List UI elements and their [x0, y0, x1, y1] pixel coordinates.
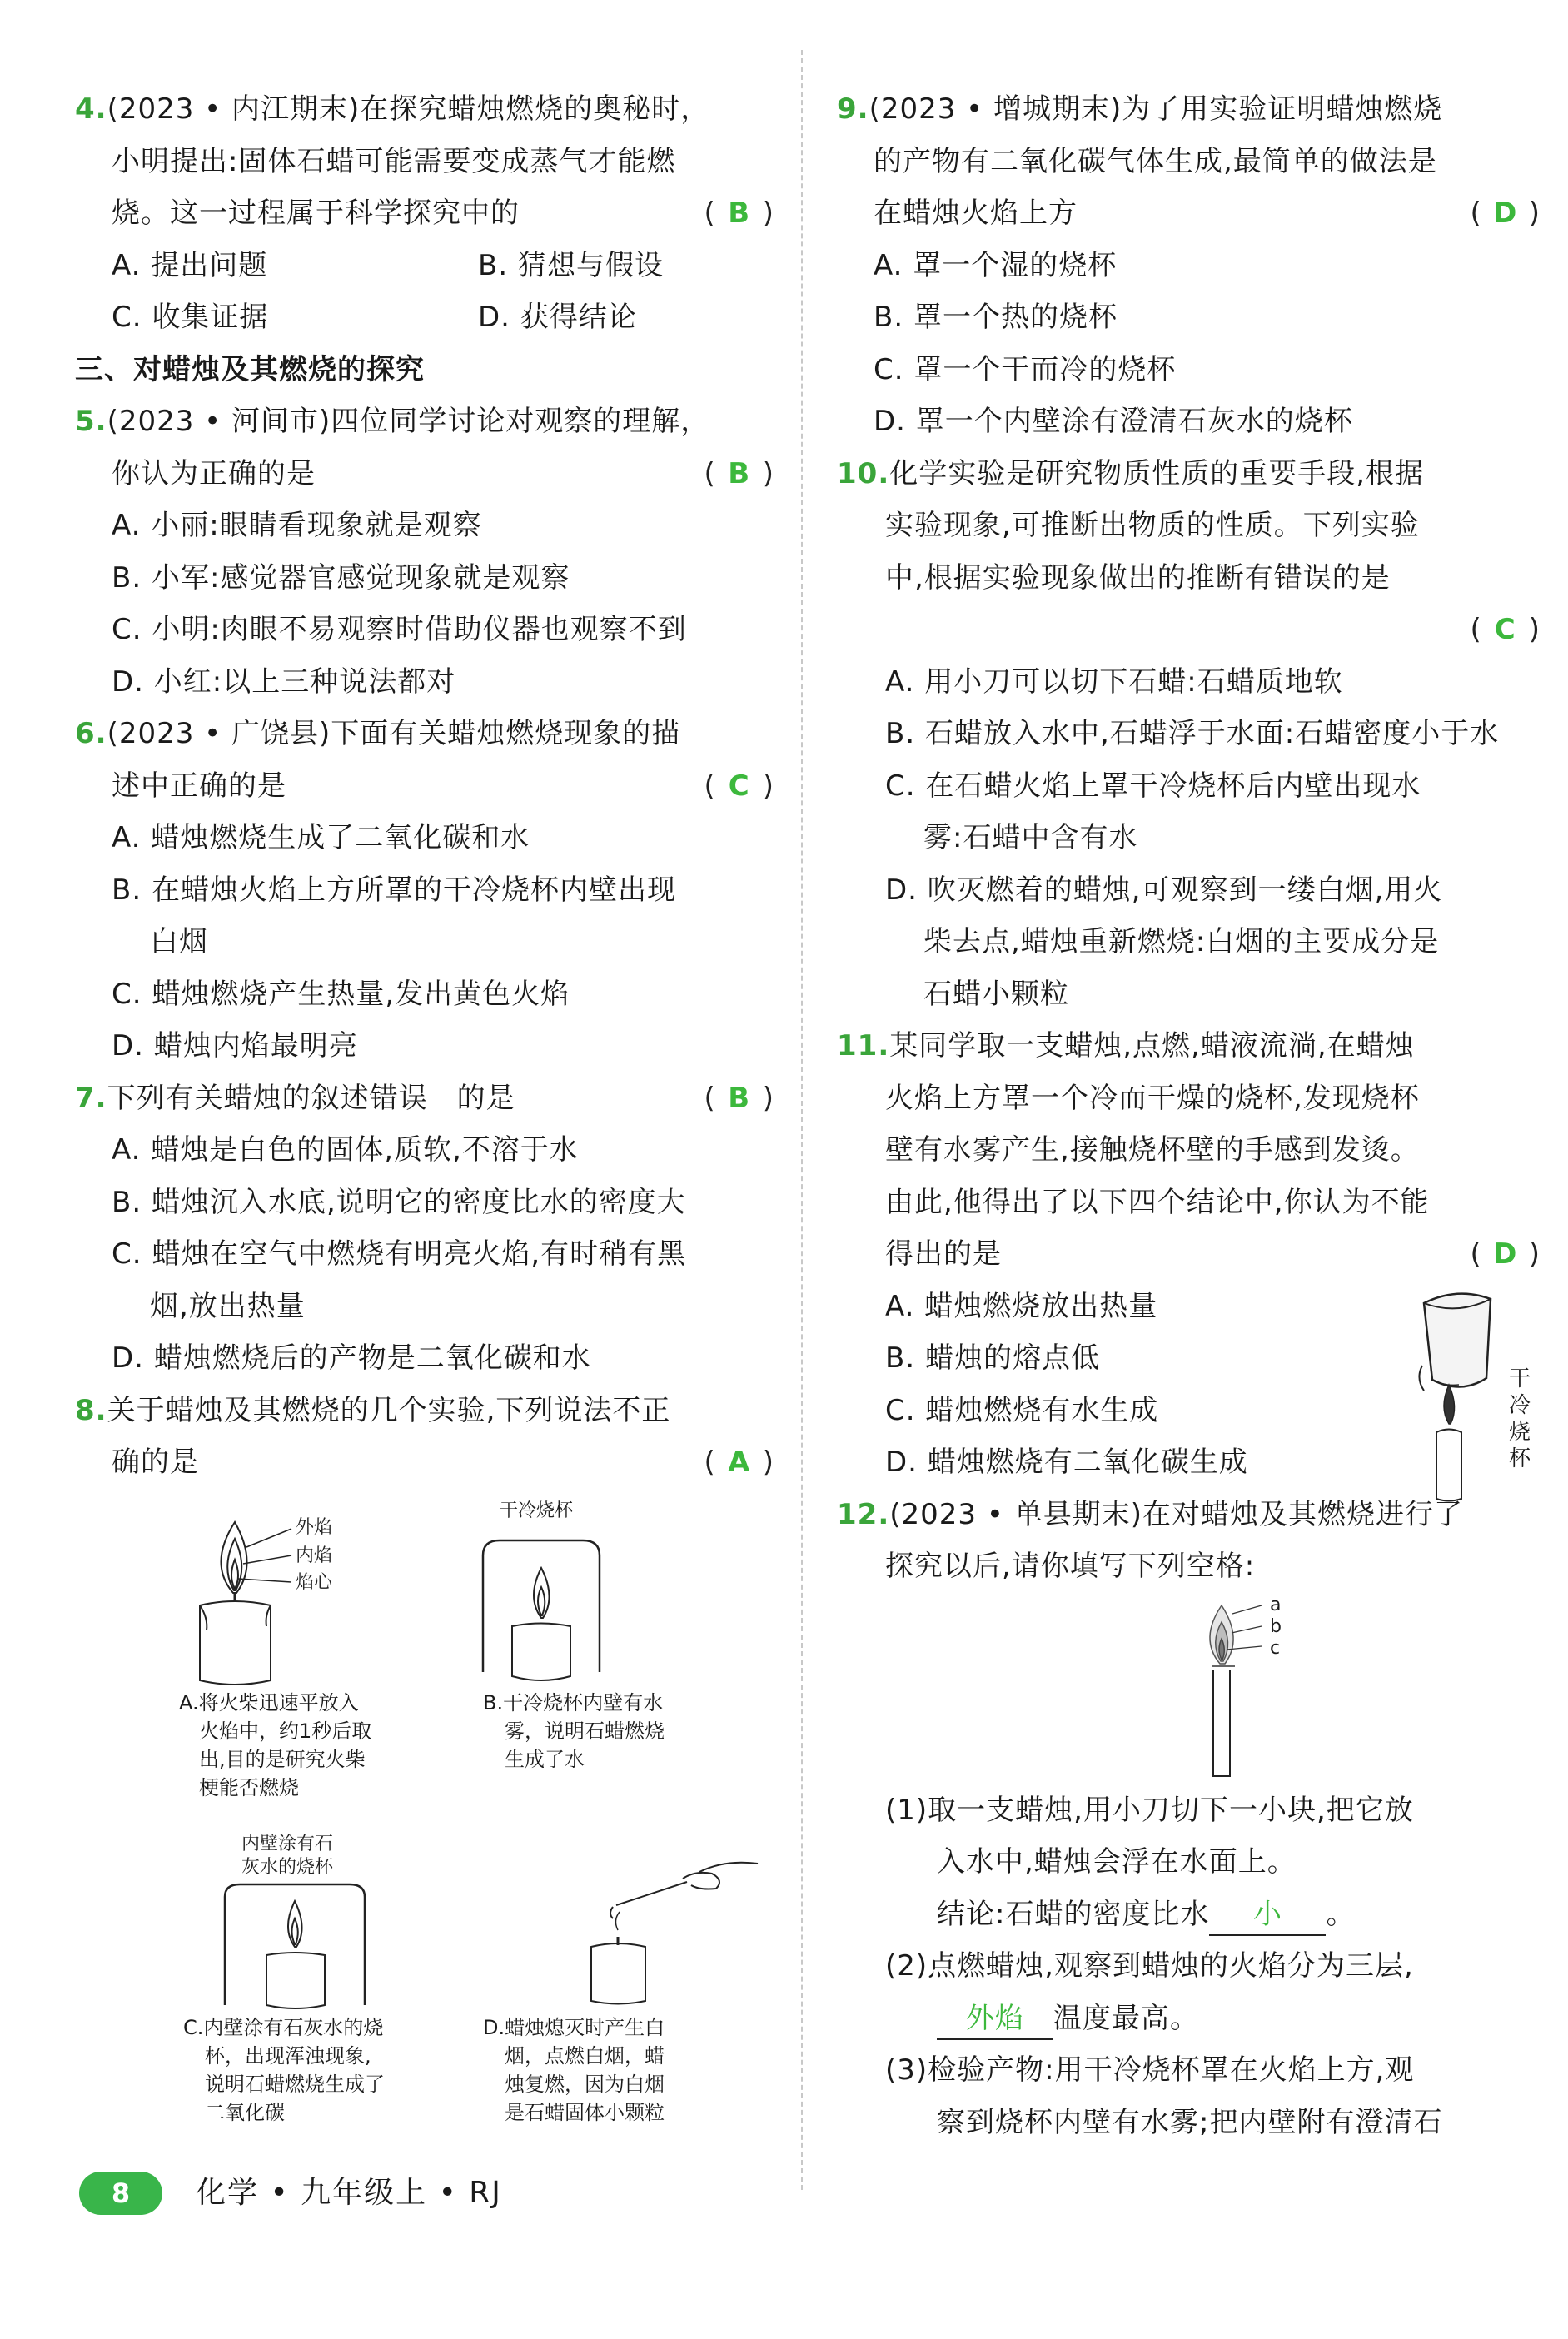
beaker-over-candle-icon [466, 1522, 633, 1689]
options-row [75, 291, 774, 344]
question-text: 探究以后,请你填写下列空格: [885, 1550, 1256, 1583]
question-number: 12. [837, 1497, 890, 1531]
question-text: 实验现象,可推断出物质的性质。下列实验 [885, 509, 1420, 542]
option: A. 用小刀可以切下石蜡:石蜡质地软 [885, 664, 1343, 699]
caption-line: C.内壁涂有石灰水的烧 [183, 2015, 384, 2039]
question-text: 火焰上方罩一个冷而干燥的烧杯,发现烧杯 [885, 1081, 1420, 1115]
flame-core-label: 焰心 [296, 1571, 333, 1593]
question-text: 壁有水雾产生,接触烧杯壁的手感到发烫。 [885, 1133, 1420, 1167]
answer-bracket: ( B ) [704, 448, 774, 500]
answer-text: 温度最高。 [1053, 2001, 1199, 2035]
answer-bracket: ( D ) [1470, 1228, 1541, 1281]
inner-flame-label: 内焰 [296, 1545, 333, 1566]
figure-12-flame-layers [837, 1593, 1541, 1784]
option: A. 蜡烛是白色的固体,质软,不溶于水 [112, 1133, 579, 1167]
caption-line: 烛复燃，因为白烟 [505, 2072, 665, 2096]
figure-b-caption [483, 1689, 665, 1774]
page-footer [79, 2165, 662, 2223]
answer-bracket: ( D ) [1470, 187, 1541, 240]
figure-c-limewater-beaker [217, 1833, 400, 2005]
option-continuation: 烟,放出热量 [150, 1289, 306, 1323]
caption-line: 火焰中，约1秒后取 [199, 1719, 372, 1743]
question-5 [75, 396, 774, 708]
answer-bracket: ( A ) [704, 1436, 774, 1489]
experiment-figures [75, 1489, 774, 2163]
option: B. 在蜡烛火焰上方所罩的干冷烧杯内壁出现 [112, 873, 676, 907]
question-text: 由此,他得出了以下四个结论中,你认为不能 [885, 1185, 1430, 1219]
question-number: 9. [837, 92, 869, 126]
answer: D [1493, 197, 1518, 230]
option: D. 罩一个内壁涂有澄清石灰水的烧杯 [874, 405, 1353, 438]
question-text: 化学实验是研究物质性质的重要手段,根据 [889, 456, 1425, 490]
caption-line: 二氧化碳 [205, 2100, 285, 2124]
figure-c-caption [183, 2013, 385, 2127]
answer-bracket: ( B ) [704, 187, 774, 240]
label-c: c [1270, 1637, 1281, 1659]
limewater-beaker-icon [208, 1880, 391, 2013]
question-text: 你认为正确的是 [112, 456, 316, 490]
right-column [837, 83, 1541, 2148]
option: C. 蜡烛燃烧有水生成 [885, 1393, 1159, 1427]
answer-blank-density: 小 [1209, 1894, 1326, 1936]
flame-layers-icon [1162, 1601, 1328, 1784]
answer-bracket: ( C ) [704, 760, 774, 813]
question-text: (2023 • 河间市)四位同学讨论对观察的理解， [107, 405, 710, 438]
question-9 [837, 83, 1541, 448]
figure-d-caption [483, 2013, 665, 2127]
option: D. 蜡烛燃烧有二氧化碳生成 [885, 1446, 1248, 1479]
question-text: (2023 • 增城期末)为了用实验证明蜡烛燃烧 [869, 92, 1443, 126]
option: A. 小丽:眼睛看现象就是观察 [112, 509, 482, 542]
question-8 [75, 1385, 774, 2163]
question-number: 5. [75, 405, 107, 438]
question-6 [75, 708, 774, 1072]
answer: B [728, 197, 751, 230]
question-text: 中,根据实验现象做出的推断有错误的是 [885, 560, 1391, 595]
figure-d-relight-candle [558, 1855, 766, 2005]
sub-question-3: (3)检验产物:用干冷烧杯罩在火焰上方,观 [885, 2053, 1415, 2087]
option: B. 罩一个热的烧杯 [874, 301, 1118, 334]
option: A. 罩一个湿的烧杯 [874, 248, 1118, 282]
answer-bracket: ( B ) [704, 1072, 774, 1125]
figure-a-caption [179, 1689, 371, 1802]
option: C. 收集证据 [112, 301, 269, 334]
question-text: (2023 • 内江期末)在探究蜡烛燃烧的奥秘时， [107, 92, 710, 126]
match-relight-icon [558, 1855, 766, 2005]
question-text: 下列有关蜡烛的叙述错误 的是 [107, 1081, 515, 1115]
answer-bracket: ( C ) [1470, 604, 1541, 656]
option: C. 在石蜡火焰上罩干冷烧杯后内壁出现水 [885, 769, 1421, 803]
outer-flame-label: 外焰 [296, 1516, 333, 1538]
caption-line: 杯，出现浑浊现象, [205, 2043, 371, 2068]
caption-line: A.将火柴迅速平放入 [179, 1690, 359, 1714]
question-11 [837, 1020, 1541, 1489]
question-number: 11. [837, 1029, 890, 1063]
option: B. 蜡烛的熔点低 [885, 1341, 1100, 1375]
question-text: 小明提出:固体石蜡可能需要变成蒸气才能燃 [112, 144, 676, 178]
question-text: (2023 • 广饶县)下面有关蜡烛燃烧现象的描 [107, 717, 681, 750]
option: C. 小明:肉眼不易观察时借助仪器也观察不到 [112, 613, 687, 646]
question-text: 烧。这一过程属于科学探究中的 [112, 197, 520, 230]
caption-line: 生成了水 [505, 1747, 585, 1771]
question-number: 8. [75, 1393, 107, 1427]
option: D. 获得结论 [478, 301, 637, 334]
option: C. 蜡烛燃烧产生热量,发出黄色火焰 [112, 977, 570, 1011]
caption-line: 出,目的是研究火柴 [199, 1747, 366, 1771]
limewater-beaker-label-2: 灰水的烧杯 [241, 1856, 334, 1878]
option: B. 石蜡放入水中,石蜡浮于水面:石蜡密度小于水 [885, 717, 1500, 750]
option: A. 蜡烛燃烧放出热量 [885, 1289, 1158, 1323]
option: A. 蜡烛燃烧生成了二氧化碳和水 [112, 821, 530, 854]
column-divider [801, 50, 803, 2190]
option: C. 蜡烛在空气中燃烧有明亮火焰,有时稍有黑 [112, 1237, 687, 1271]
answer: B [728, 1081, 751, 1115]
caption-line: D.蜡烛熄灭时产生白 [483, 2015, 665, 2039]
caption-line: 是石蜡固体小颗粒 [505, 2100, 665, 2124]
label-char: 杯 [1508, 1446, 1531, 1471]
caption-line: 烟，点燃白烟，蜡 [505, 2043, 665, 2068]
option: D. 吹灭燃着的蜡烛,可观察到一缕白烟,用火 [885, 873, 1443, 907]
question-text: 述中正确的是 [112, 769, 286, 803]
answer: A [728, 1446, 751, 1479]
question-text: 得出的是 [885, 1237, 1002, 1271]
answer: C [1494, 613, 1516, 646]
label-a: a [1270, 1594, 1282, 1615]
sub-question-1-conclusion [837, 1889, 1541, 1941]
left-column [75, 83, 774, 2163]
option: B. 蜡烛沉入水底,说明它的密度比水的密度大 [112, 1185, 686, 1219]
answer: D [1493, 1237, 1518, 1271]
caption-line: 雾，说明石蜡燃烧 [505, 1719, 665, 1743]
option: C. 罩一个干而冷的烧杯 [874, 352, 1177, 386]
sub-question-3-cont: 察到烧杯内壁有水雾;把内壁附有澄清石 [937, 2105, 1443, 2139]
sub-question-2: (2)点燃蜡烛,观察到蜡烛的火焰分为三层, [885, 1949, 1414, 1983]
option: D. 小红:以上三种说法都对 [112, 664, 456, 699]
label-char: 干 [1508, 1366, 1531, 1391]
option: B. 小军:感觉器官感觉现象就是观察 [112, 560, 570, 595]
answer-blank-flame: 外焰 [937, 1998, 1053, 2040]
option: D. 蜡烛燃烧后的产物是二氧化碳和水 [112, 1341, 591, 1375]
dry-cold-beaker-label: 干冷烧杯 [500, 1500, 574, 1521]
label-b: b [1270, 1615, 1282, 1637]
label-char: 烧 [1508, 1420, 1531, 1445]
figure-b-dry-beaker [466, 1497, 633, 1680]
option: D. 蜡烛内焰最明亮 [112, 1029, 358, 1063]
book-title: 化学 • 九年级上 • RJ [196, 2176, 502, 2210]
question-text: 关于蜡烛及其燃烧的几个实验,下列说法不正 [107, 1393, 671, 1427]
label-char: 冷 [1508, 1393, 1531, 1418]
sub-question-1: (1)取一支蜡烛,用小刀切下一小块,把它放 [885, 1793, 1414, 1827]
question-text: 在蜡烛火焰上方 [874, 197, 1078, 230]
question-number: 4. [75, 92, 107, 126]
answer: C [728, 769, 750, 803]
figure-11-tilted-beaker [1399, 1286, 1541, 1511]
question-text: (2023 • 单县期末)在对蜡烛及其燃烧进行了 [889, 1497, 1463, 1531]
question-number: 10. [837, 456, 890, 490]
option-continuation: 柴去点,蜡烛重新燃烧:白烟的主要成分是 [923, 925, 1440, 958]
caption-line: 说明石蜡燃烧生成了 [205, 2072, 385, 2096]
option-continuation: 白烟 [150, 925, 208, 958]
question-number: 7. [75, 1081, 107, 1115]
answer: B [728, 456, 751, 490]
option: B. 猜想与假设 [478, 248, 664, 282]
question-text: 的产物有二氧化碳气体生成,最简单的做法是 [874, 144, 1437, 178]
question-12 [837, 1489, 1541, 2149]
question-10 [837, 448, 1541, 1021]
page-number-badge: 8 [79, 2172, 162, 2215]
option: A. 提出问题 [112, 248, 268, 282]
tilted-beaker-candle-icon [1399, 1286, 1507, 1503]
sub-question-1-cont: 入水中,蜡烛会浮在水面上。 [937, 1845, 1297, 1879]
question-number: 6. [75, 717, 107, 750]
caption-line: B.干冷烧杯内壁有水 [483, 1690, 664, 1714]
option-continuation: 石蜡小颗粒 [923, 977, 1069, 1011]
question-text: 某同学取一支蜡烛,点燃,蜡液流淌,在蜡烛 [889, 1029, 1415, 1063]
sub-question-2-answer [837, 1993, 1541, 2045]
question-text: 确的是 [112, 1446, 199, 1479]
section-heading: 三、对蜡烛及其燃烧的探究 [75, 352, 425, 386]
option-continuation: 雾:石蜡中含有水 [923, 821, 1138, 854]
options-row [75, 240, 774, 292]
question-7 [75, 1072, 774, 1385]
dry-cold-beaker-vertical-label [1507, 1366, 1532, 1472]
caption-line: 梗能否燃烧 [199, 1775, 299, 1799]
conclusion-text: 。 [1326, 1897, 1356, 1931]
conclusion-text: 结论:石蜡的密度比水 [937, 1897, 1210, 1931]
question-4 [75, 83, 774, 344]
limewater-beaker-label-1: 内壁涂有石 [241, 1833, 334, 1854]
